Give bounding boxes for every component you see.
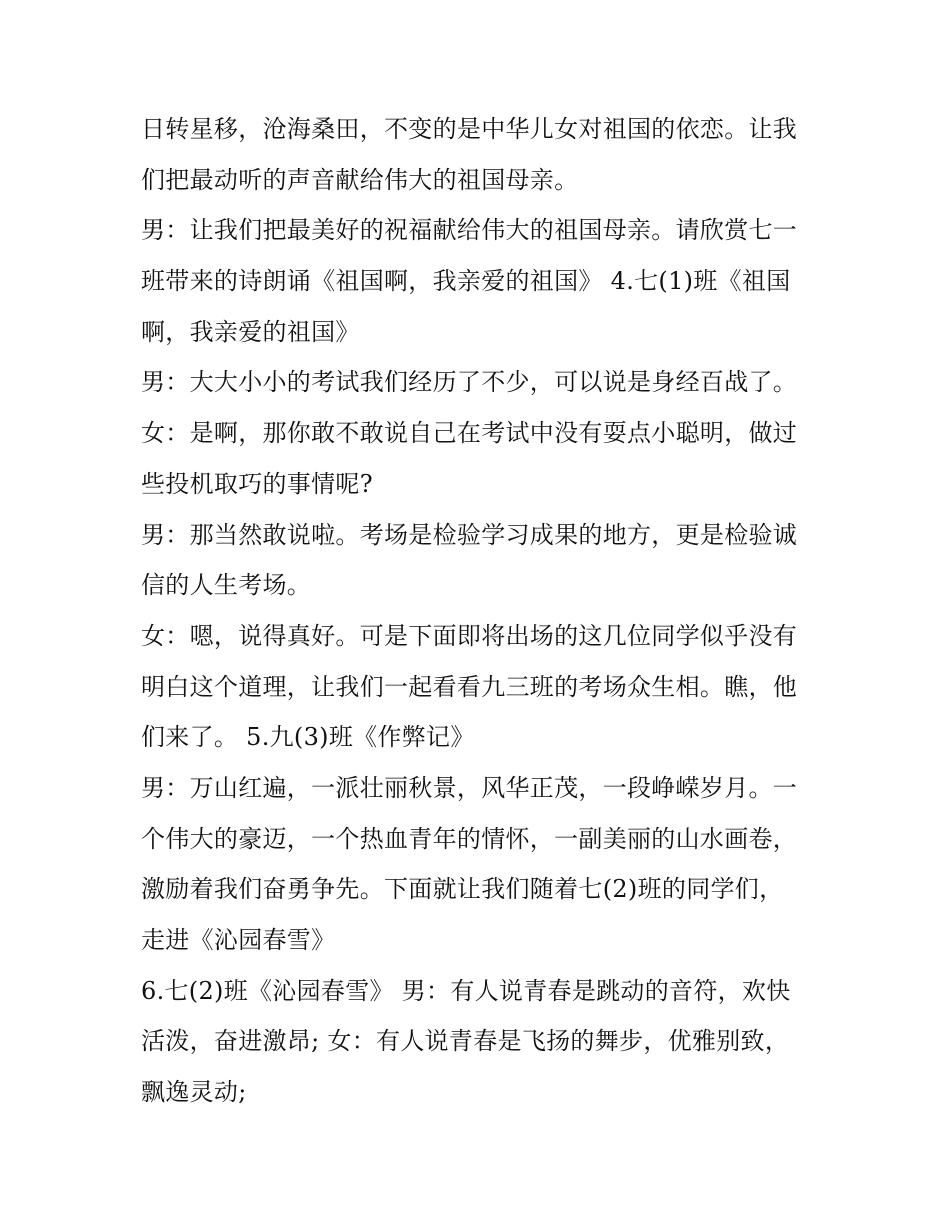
text-line: 6.七(2)班《沁园春雪》 男：有人说青春是跳动的音符，欢快 (141, 976, 791, 1005)
text-line: 明白这个道理，让我们一起看看九三班的考场众生相。瞧，他 (141, 672, 798, 701)
text-line: 活泼，奋进激昂; 女：有人说青春是飞扬的舞步，优雅别致， (141, 1027, 790, 1056)
text-line: 女：嗯，说得真好。可是下面即将出场的这几位同学似乎没有 (141, 621, 798, 650)
text-line: 们来了。 5.九(3)班《作弊记》 (141, 723, 475, 752)
text-line: 们把最动听的声音献给伟大的祖国母亲。 (141, 165, 579, 194)
text-line: 激励着我们奋勇争先。下面就让我们随着七(2)班的同学们， (141, 875, 784, 904)
text-line: 走进《沁园春雪》 (141, 926, 336, 954)
text-line: 些投机取巧的事情呢? (141, 469, 373, 498)
document-body (141, 104, 821, 1118)
text-line: 班带来的诗朗诵《祖国啊，我亲爱的祖国》 4.七(1)班《祖国 (141, 267, 791, 296)
text-line: 飘逸灵动; (141, 1078, 247, 1107)
text-line: 日转星移，沧海桑田，不变的是中华儿女对祖国的依恋。让我 (141, 115, 798, 143)
text-line: 男：大大小小的考试我们经历了不少，可以说是身经百战了。 (141, 368, 798, 397)
text-line: 啊，我亲爱的祖国》 (141, 317, 360, 346)
text-line: 男：那当然敢说啦。考场是检验学习成果的地方，更是检验诚 (141, 520, 798, 549)
text-line: 个伟大的豪迈，一个热血青年的情怀，一副美丽的山水画卷， (141, 824, 798, 853)
text-line: 信的人生考场。 (141, 571, 312, 600)
text-line: 男：万山红遍，一派壮丽秋景，风华正茂，一段峥嵘岁月。一 (141, 773, 798, 802)
text-line: 女：是啊，那你敢不敢说自己在考试中没有耍点小聪明，做过 (141, 419, 798, 448)
text-line: 男：让我们把最美好的祝福献给伟大的祖国母亲。请欣赏七一 (141, 216, 798, 245)
